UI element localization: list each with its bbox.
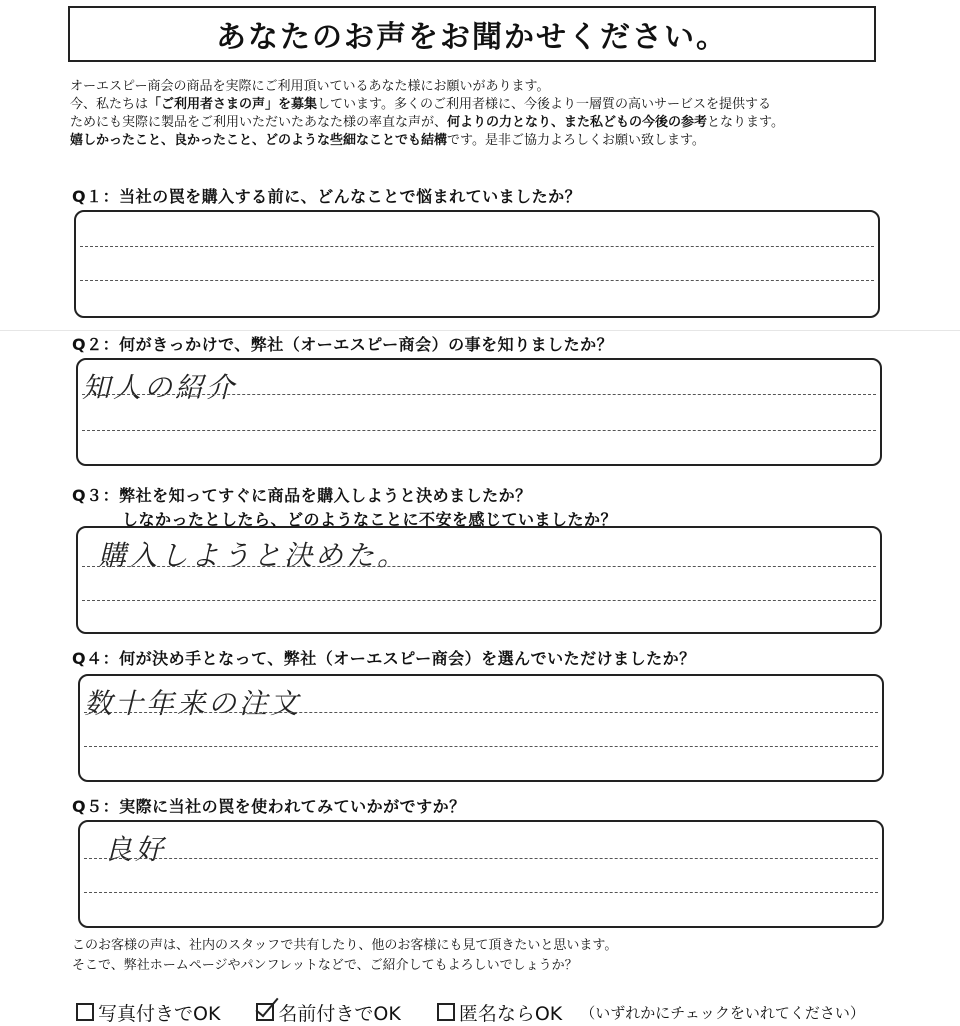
check-photo-label: 写真付きでOK <box>98 1002 221 1025</box>
check-name-ok[interactable] <box>256 999 400 1026</box>
check-hint: （いずれかにチェックをいれてください） <box>580 1003 865 1022</box>
intro-line-2a: 今、私たちは <box>70 97 149 112</box>
answer-3-handwriting: 購入しようと決めた。 <box>98 539 409 572</box>
dashed-line <box>84 712 878 713</box>
question-5 <box>72 794 466 817</box>
answer-box-2[interactable] <box>76 358 882 466</box>
answer-box-3[interactable] <box>76 526 882 634</box>
question-2-label: Q２：何がきっかけで、弊社（オーエスピー商会）の事を知りましたか？ <box>72 335 614 354</box>
answer-5-handwriting: 良好 <box>104 833 167 866</box>
question-1 <box>72 184 581 207</box>
dashed-line <box>82 566 876 567</box>
consent-checkboxes <box>76 1000 936 1024</box>
intro-line-4 <box>70 132 890 150</box>
checkbox-anonymous[interactable] <box>437 1003 455 1021</box>
dashed-line <box>82 430 876 431</box>
intro-line-2 <box>70 96 890 114</box>
question-3-sublabel: しなかったとしたら、どのようなことに不安を感じていましたか？ <box>122 510 618 529</box>
checkbox-name[interactable] <box>256 1003 274 1021</box>
intro-line-3 <box>70 114 890 132</box>
intro-line-4a: 嬉しかったこと、良かったこと、どのような些細なことでも結構 <box>70 133 448 148</box>
answer-box-4[interactable] <box>78 674 884 782</box>
dashed-line <box>80 280 874 281</box>
question-2 <box>72 332 613 355</box>
title-box <box>68 6 876 62</box>
intro-text <box>70 78 890 150</box>
answer-box-1[interactable] <box>74 210 880 318</box>
check-anonymous-label: 匿名ならOK <box>458 1002 563 1025</box>
intro-line-3b: 何よりの力となり、また私どもの今後の参考 <box>447 115 708 130</box>
intro-line-2c: しています。多くのご利用者様に、今後より一層質の高いサービスを提供する <box>317 97 771 112</box>
question-1-label: Q１：当社の罠を購入する前に、どんなことで悩まれていましたか？ <box>72 187 582 206</box>
consent-note <box>72 936 617 976</box>
question-3-label: Q３：弊社を知ってすぐに商品を購入しようと決めましたか？ <box>72 486 532 505</box>
intro-line-1: オーエスピー商会の商品を実際にご利用頂いているあなた様にお願いがあります。 <box>70 79 550 94</box>
dashed-line <box>84 746 878 747</box>
intro-line-2b: 「ご利用者さまの声」を募集 <box>148 97 318 112</box>
question-4 <box>72 646 696 669</box>
page-title: あなたのお声をお聞かせください。 <box>216 20 728 55</box>
check-name-label: 名前付きでOK <box>278 1002 401 1025</box>
answer-4-handwriting: 数十年来の注文 <box>84 687 302 720</box>
check-photo-ok[interactable] <box>76 999 220 1026</box>
intro-line-3a: ためにも実際に製品をご利用いただいたあなた様の率直な声が、 <box>70 115 448 130</box>
dashed-line <box>80 246 874 247</box>
check-anonymous-ok[interactable] <box>437 999 562 1026</box>
question-3 <box>72 484 617 532</box>
question-5-label: Q５：実際に当社の罠を使われてみていかがですか？ <box>72 797 466 816</box>
dashed-line <box>82 600 876 601</box>
question-4-label: Q４：何が決め手となって、弊社（オーエスピー商会）を選んでいただけましたか？ <box>72 649 696 668</box>
intro-line-3c: となります。 <box>707 115 784 130</box>
intro-line-4b: です。是非ご協力よろしくお願い致します。 <box>447 133 705 148</box>
dashed-line <box>82 394 876 395</box>
dashed-line <box>84 858 878 859</box>
checkbox-photo[interactable] <box>76 1003 94 1021</box>
consent-note-line-2: そこで、弊社ホームページやパンフレットなどで、ご紹介してもよろしいでしょうか？ <box>72 958 578 973</box>
answer-box-5[interactable] <box>78 820 884 928</box>
answer-2-handwriting: 知人の紹介 <box>82 371 238 404</box>
divider <box>0 330 960 331</box>
consent-note-line-1: このお客様の声は、社内のスタッフで共有したり、他のお客様にも見て頂きたいと思います。 <box>72 938 618 953</box>
dashed-line <box>84 892 878 893</box>
